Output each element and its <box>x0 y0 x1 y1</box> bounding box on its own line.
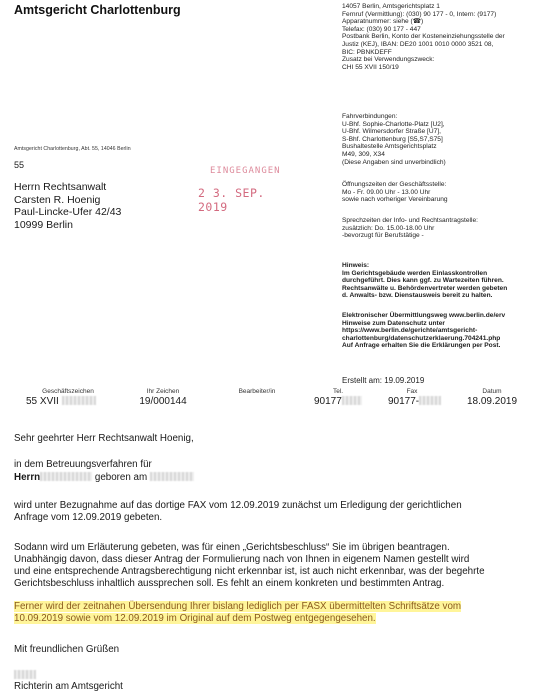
fax-number: 90177- <box>388 396 420 407</box>
transport-line: U-Bhf. Sophie-Charlotte-Platz [U2], <box>342 120 445 128</box>
redaction <box>342 396 362 405</box>
notice-line: Rechtsanwälte u. Behördenvertreter werden gebeten <box>342 284 508 292</box>
contact-line: BIC: PBNKDEFF <box>342 48 392 56</box>
ref-header-clerk: Bearbeiter/in <box>238 388 276 395</box>
ref-value-date: 18.09.2019 <box>466 396 518 407</box>
ref-value-your-ref: 19/000144 <box>139 396 187 407</box>
contact-line: Fernruf (Vermittlung): (030) 90 177 - 0, Intern: (9177) <box>342 10 497 18</box>
paragraph-line: Anfrage vom 12.09.2019 gebeten. <box>14 512 163 523</box>
stamp-date: 2 3. SEP. 2019 <box>198 186 265 214</box>
intro-line: in dem Betreuungsverfahren für <box>14 459 152 470</box>
notice-line: durchgeführt. Dies kann ggf. zu Wartezeiten führen. <box>342 277 504 285</box>
paragraph-line: wird unter Bezugnahme auf das dortige FAX vom 12.09.2019 zunächst um Erledigung der gerichtlichen <box>14 500 462 511</box>
ref-header-case: Geschäftszeichen <box>42 388 94 395</box>
recipient-line: Herrn Rechtsanwalt <box>14 181 107 193</box>
hours-line: Mo - Fr. 09.00 Uhr - 13.00 Uhr <box>342 188 431 196</box>
ref-value-tel <box>314 396 384 407</box>
electronic-line: Elektronischer Übermittlungsweg www.berlin.de/erv <box>342 312 506 319</box>
consultation-block <box>342 217 478 240</box>
signature <box>14 670 123 692</box>
paragraph-line: und eine entsprechende Antragsberechtigung nicht erkennbar ist, ist auch nicht erkennbar, was der begehrte <box>14 566 485 577</box>
electronic-block <box>342 312 505 350</box>
notice-title: Hinweis: <box>342 262 370 269</box>
ref-header-date: Datum <box>482 388 502 395</box>
subject-prefix: Herrn <box>14 472 41 483</box>
contact-line: Telefax: (030) 90 177 - 447 <box>342 25 421 33</box>
paragraph-3-highlighted <box>14 601 534 625</box>
redaction <box>40 472 92 481</box>
recipient-line: 10999 Berlin <box>14 218 73 231</box>
electronic-line: charlottenburg/datenschutzerklaerung.704241.php <box>342 334 501 342</box>
paragraph-line: Unabhängig davon, dass dieser Antrag der Formulierung nach von Ihnen in eigenem Namen gestellt wird <box>14 554 470 565</box>
ref-header-fax: Fax <box>406 388 418 395</box>
recipient-address <box>14 181 121 231</box>
department-number: 55 <box>14 160 25 170</box>
hours-line: Öffnungszeiten der Geschäftsstelle: <box>342 181 447 188</box>
notice-line: Im Gerichtsgebäude werden Einlasskontrollen <box>342 269 488 277</box>
ref-header-your-ref: Ihr Zeichen <box>146 388 180 395</box>
notice-line: d. Anwalts- bzw. Dienstausweis bereit zu halten. <box>342 292 493 300</box>
subject-line <box>14 472 534 484</box>
redaction <box>62 396 96 405</box>
signature-role: Richterin am Amtsgericht <box>14 681 123 692</box>
contact-line: Zusatz bei Verwendungszweck: <box>342 56 435 64</box>
received-stamp <box>198 166 298 214</box>
salutation: Sehr geehrter Herr Rechtsanwalt Hoenig, <box>14 433 194 444</box>
closing: Mit freundlichen Grüßen <box>14 644 120 655</box>
transport-line: (Diese Angaben sind unverbindlich) <box>342 158 446 166</box>
redaction <box>150 472 194 481</box>
consultation-line: Sprechzeiten der Info- und Rechtsantragstelle: <box>342 217 478 224</box>
transport-line: M49, 309, X34 <box>342 150 385 158</box>
contact-line: Justiz (KEJ), IBAN: DE20 1001 0010 0000 3521 08, <box>342 40 494 48</box>
contact-line: 14057 Berlin, Amtsgerichtsplatz 1 <box>342 3 440 10</box>
case-number: 55 XVII <box>26 396 59 407</box>
electronic-line: Auf Anfrage erhalten Sie die Erklärungen per Post. <box>342 342 501 350</box>
court-name: Amtsgericht Charlottenburg <box>14 3 181 17</box>
consultation-line: -bevorzugt für Berufstätige - <box>342 232 424 240</box>
recipient-line: Carsten R. Hoenig <box>14 193 101 206</box>
transport-line: Bushaltestelle Amtsgerichtsplatz <box>342 143 437 151</box>
recipient-line: Paul-Lincke-Ufer 42/43 <box>14 206 122 219</box>
paragraph-1 <box>14 500 534 524</box>
created-date: Erstellt am: 19.09.2019 <box>342 376 425 385</box>
hours-line: sowie nach vorheriger Vereinbarung <box>342 196 448 204</box>
sender-return-line: Amtsgericht Charlottenburg, Abt. 55, 14046 Berlin <box>14 146 131 152</box>
transport-block <box>342 113 446 166</box>
paragraph-2 <box>14 542 534 590</box>
transport-line: Fahrverbindungen: <box>342 113 398 120</box>
subject-born: geboren am <box>94 472 148 483</box>
transport-line: U-Bhf. Wilmersdorfer Straße [U7], <box>342 128 441 136</box>
electronic-line: Hinweise zum Datenschutz unter <box>342 319 445 327</box>
highlighted-line: 10.09.2019 sowie vom 12.09.2019 im Original auf dem Postweg entgegengesehen. <box>14 613 376 624</box>
hours-block <box>342 181 448 204</box>
stamp-label: EINGEGANGEN <box>210 166 281 176</box>
highlighted-line: Ferner wird der zeitnahen Übersendung Ihrer bislang lediglich per FASX übermittelten Schriftsätze vom <box>14 601 462 612</box>
consultation-line: zusätzlich: Do. 15.00-18.00 Uhr <box>342 224 435 232</box>
paragraph-line: Sodann wird um Erläuterung gebeten, was für einen „Gerichtsbeschluss“ Sie im übrigen beantragen. <box>14 542 450 553</box>
ref-value-fax <box>388 396 458 407</box>
tel-number: 90177 <box>314 396 342 407</box>
contact-line: CHI 55 XVII 150/19 <box>342 63 399 71</box>
contact-block <box>342 3 505 71</box>
contact-line: Postbank Berlin, Konto der Kosteneinziehungsstelle der <box>342 33 505 41</box>
contact-line: Apparatnummer: siehe (☎) <box>342 18 424 26</box>
signature-redaction <box>14 670 36 679</box>
ref-value-case <box>26 396 126 407</box>
ref-header-tel: Tel. <box>332 388 344 395</box>
notice-block <box>342 262 507 300</box>
transport-line: S-Bhf. Charlottenburg [S5,S7,S75] <box>342 135 443 143</box>
electronic-line: https://www.berlin.de/gerichte/amtsgericht- <box>342 327 478 335</box>
redaction <box>419 396 441 405</box>
paragraph-line: Gerichtsbeschluss inhaltlich aussprechen soll. Es fehlt an einem konkreten und bestimmten Antrag. <box>14 578 445 589</box>
